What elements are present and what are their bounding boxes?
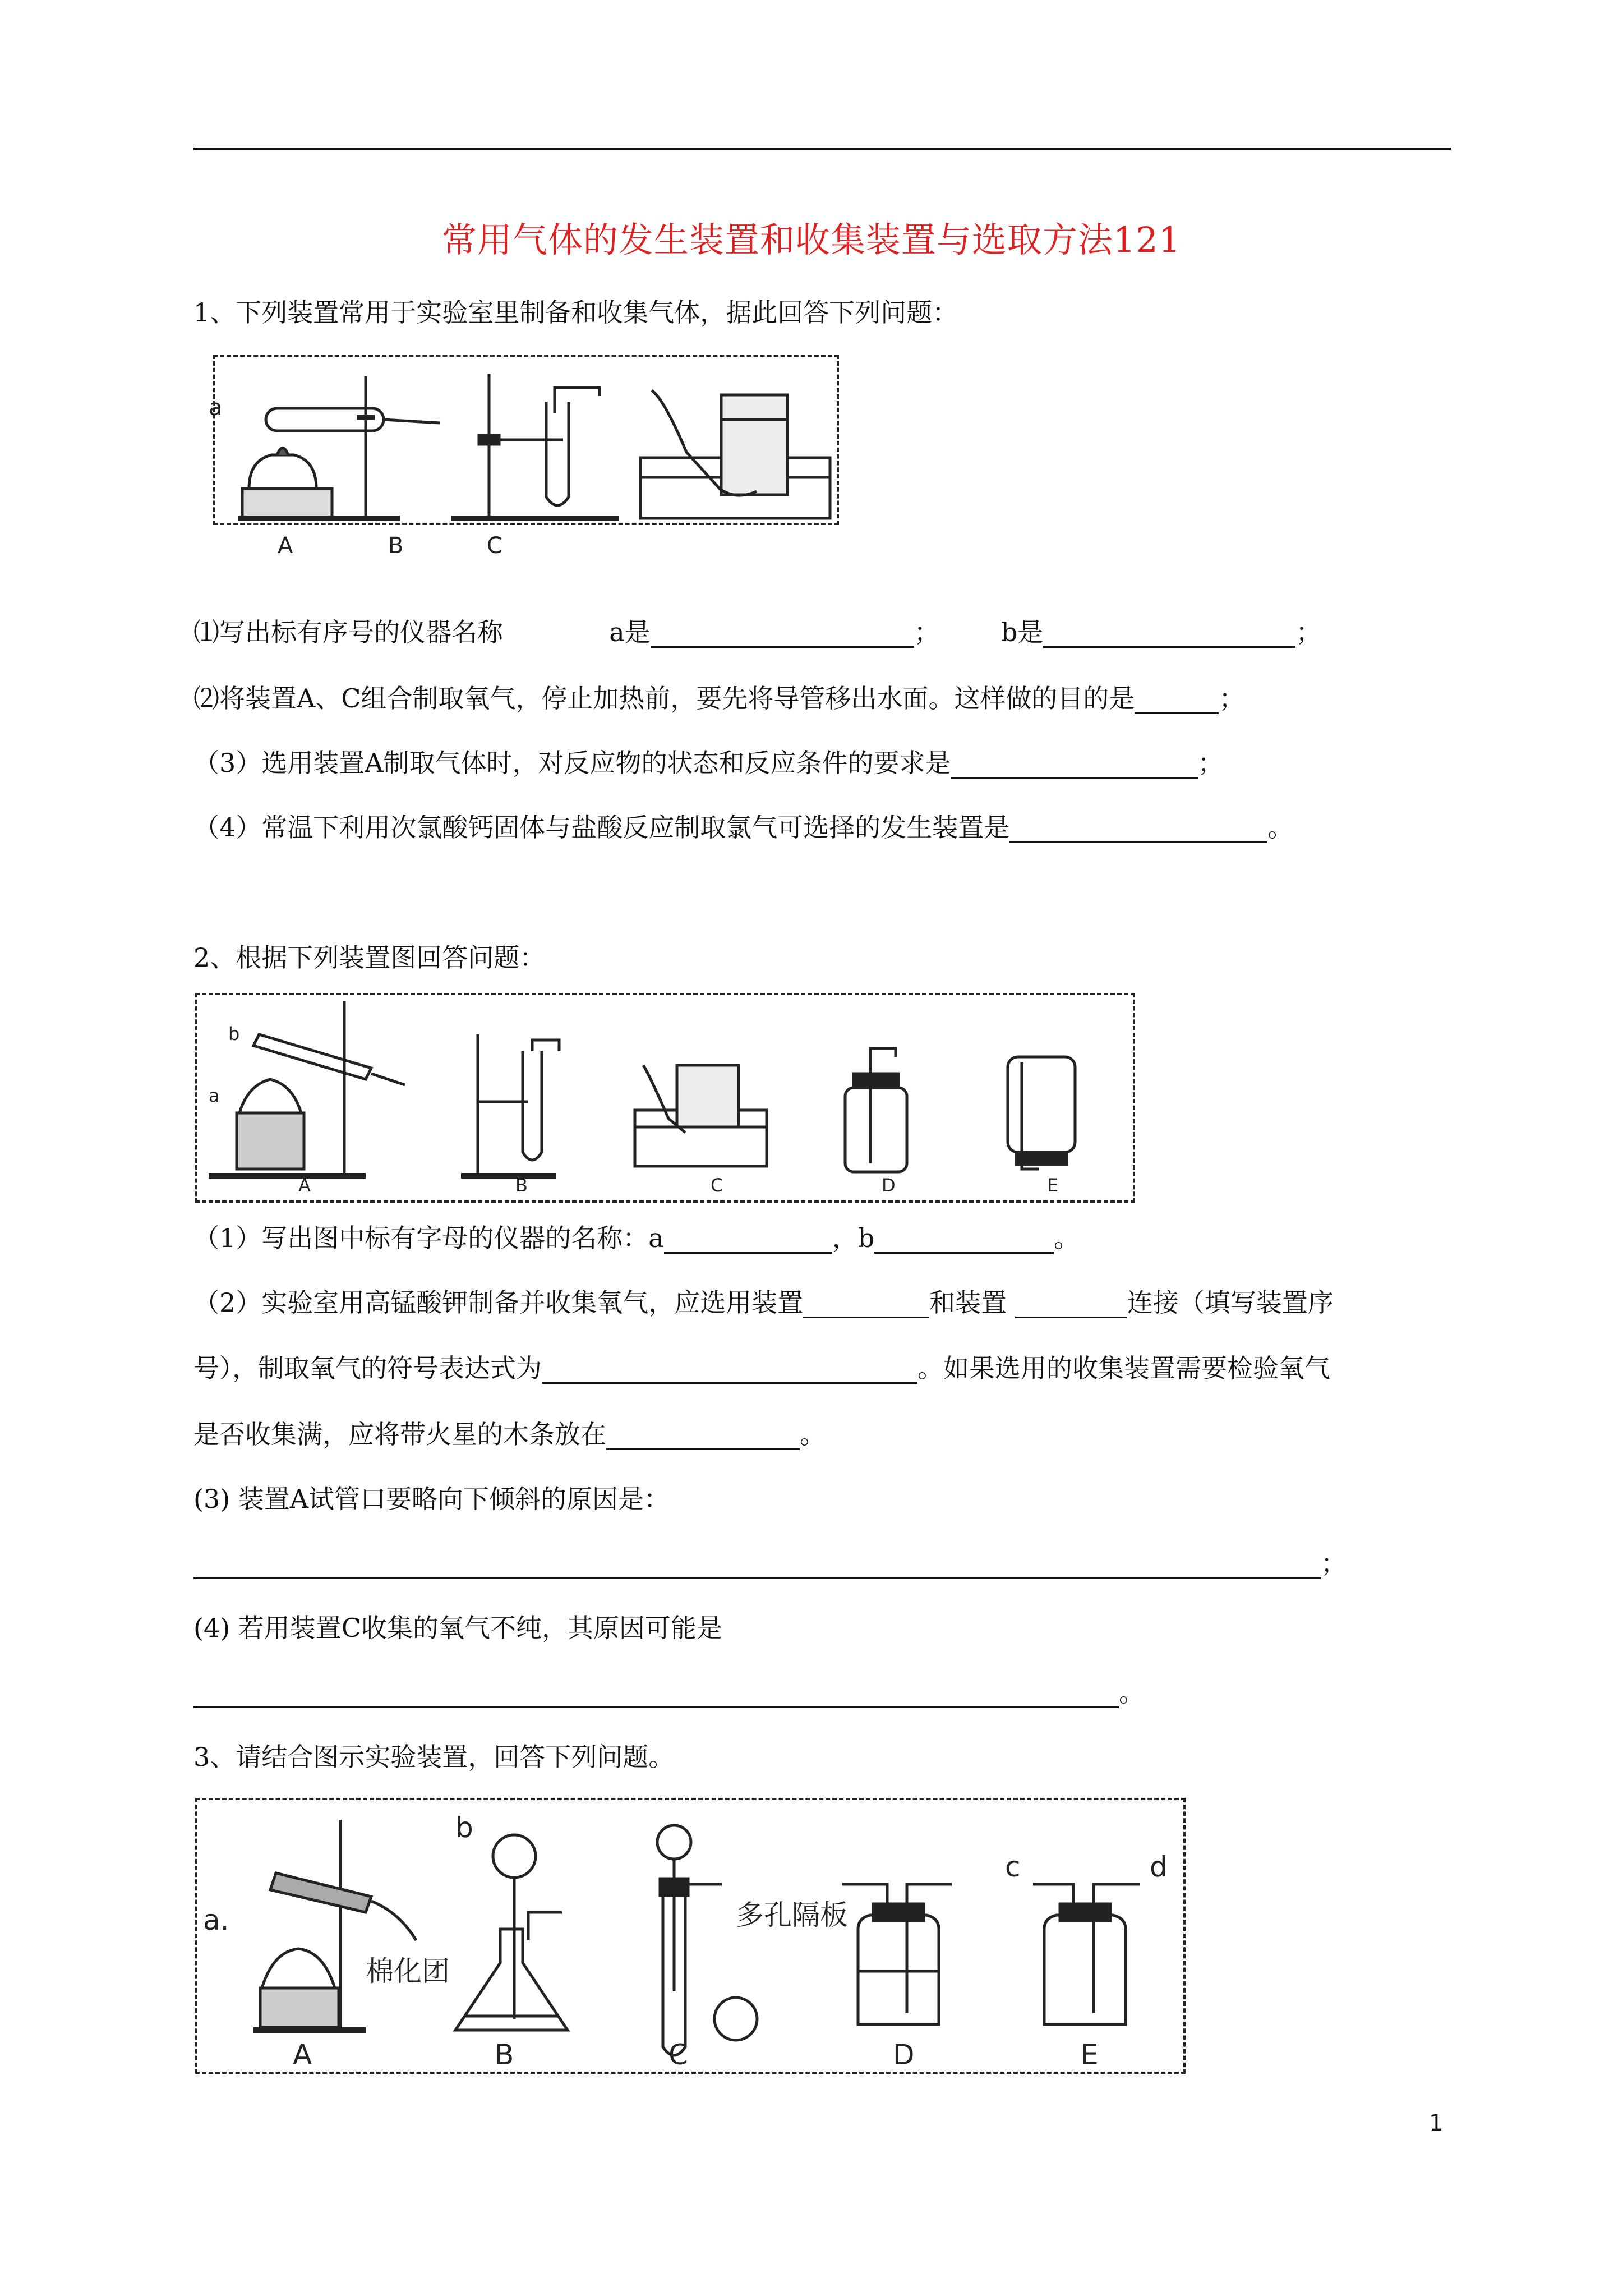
q3-label-A: A [293, 2039, 312, 2071]
q2-part1-end: 。 [1054, 1223, 1080, 1253]
q2-part2a-end: 连接（填写装置序 [1127, 1287, 1334, 1318]
q1-a-answer-blank[interactable] [651, 618, 914, 648]
q1-part1-b-label: b是 [1000, 617, 1044, 647]
q1-part4-answer-blank[interactable] [1009, 813, 1267, 843]
q3-label-a: a. [203, 1904, 229, 1936]
q1-part1-sep: ； [914, 617, 940, 647]
q1-label-B: B [388, 533, 404, 559]
q3-label-cotton: 棉化团 [366, 1955, 450, 1987]
q1-label-a: a [209, 395, 223, 421]
q2-label-E: E [1047, 1175, 1059, 1196]
q2-position-answer-blank[interactable] [606, 1420, 800, 1450]
q1-figure [209, 355, 839, 525]
q2-part2b-end: 。如果选用的收集装置需要检验氧气 [917, 1353, 1330, 1383]
q1-part2-end: ； [1219, 683, 1245, 714]
q3-apparatus-drawing [197, 1800, 1183, 2072]
q2-part4-answer-blank[interactable] [193, 1678, 1119, 1708]
q2-part2c-text: 是否收集满，应将带火星的木条放在 [193, 1419, 606, 1450]
q3-stem: 3、请结合图示实验装置，回答下列问题。 [193, 1742, 675, 1772]
q2-label-B: B [515, 1175, 528, 1196]
q1-label-C: C [487, 533, 502, 559]
q2-apparatus-drawing [197, 995, 1133, 1200]
q1-part3 [193, 748, 1224, 779]
q2-part3-answer-line [193, 1548, 1347, 1579]
q1-label-A: A [278, 533, 293, 559]
q2-part1-sep: ，b [832, 1223, 875, 1253]
q1-part4-end: 。 [1267, 812, 1294, 843]
page-number: 1 [1429, 2110, 1444, 2136]
q2-part4-end: 。 [1119, 1677, 1145, 1708]
q1-part1 [193, 617, 1321, 648]
q1-b-answer-blank[interactable] [1043, 618, 1295, 648]
q3-label-d: d [1150, 1851, 1168, 1883]
q2-stem: 2、根据下列装置图回答问题： [193, 942, 546, 973]
q2-label-a: a [209, 1085, 220, 1106]
q3-label-D: D [893, 2039, 915, 2071]
page-title: 常用气体的发生装置和收集装置与选取方法121 [441, 219, 1182, 260]
q2-part2a-text: （2）实验室用高锰酸钾制备并收集氧气，应选用装置 [193, 1287, 804, 1318]
q1-part1-a-label: a是 [609, 617, 651, 647]
q2-label-D: D [882, 1175, 896, 1196]
q1-part3-text: （3）选用装置A制取气体时，对反应物的状态和反应条件的要求是 [193, 748, 951, 778]
q2-part1 [193, 1223, 1080, 1254]
q1-part4-text: （4）常温下利用次氯酸钙固体与盐酸反应制取氯气可选择的发生装置是 [193, 812, 1010, 843]
q2-device1-answer-blank[interactable] [803, 1289, 929, 1318]
q1-part2 [193, 683, 1244, 714]
q1-part4 [193, 812, 1293, 843]
q2-label-A: A [298, 1175, 311, 1196]
q2-part3: (3) 装置A试管口要略向下倾斜的原因是： [193, 1484, 670, 1514]
q2-label-C: C [711, 1175, 723, 1196]
q3-figure [195, 1798, 1186, 2074]
q1-part1-end: ； [1295, 617, 1322, 647]
q2-part2c-end: 。 [800, 1419, 826, 1450]
q2-device2-answer-blank[interactable] [1015, 1289, 1127, 1318]
q2-part2a [193, 1287, 1334, 1318]
q2-equation-answer-blank[interactable] [542, 1354, 917, 1384]
q3-label-B: B [495, 2039, 514, 2071]
q2-part3-answer-blank[interactable] [193, 1549, 1321, 1579]
q1-part3-answer-blank[interactable] [951, 749, 1198, 779]
q2-part2b-text: 号），制取氧气的符号表达式为 [193, 1353, 542, 1383]
q2-part1-text: （1）写出图中标有字母的仪器的名称：a [193, 1223, 664, 1253]
q1-apparatus-drawing [215, 357, 837, 523]
q2-figure [195, 993, 1135, 1203]
q2-part2b [193, 1353, 1330, 1384]
q1-stem: 1、下列装置常用于实验室里制备和收集气体，据此回答下列问题： [193, 297, 958, 328]
q3-label-b: b [455, 1811, 473, 1844]
q2-label-b: b [228, 1023, 240, 1045]
q2-part4-answer-line [193, 1677, 1145, 1708]
q1-part2-answer-blank[interactable] [1135, 684, 1219, 714]
q1-part3-end: ； [1197, 748, 1224, 778]
q2-part2a-mid: 和装置 [929, 1287, 1007, 1318]
q2-a-answer-blank[interactable] [664, 1224, 832, 1254]
q1-part2-text: ⑵将装置A、C组合制取氧气，停止加热前，要先将导管移出水面。这样做的目的是 [193, 683, 1135, 714]
header-rule [193, 148, 1451, 150]
q3-label-E: E [1081, 2039, 1099, 2071]
q2-part3-end: ； [1321, 1548, 1347, 1579]
q2-b-answer-blank[interactable] [874, 1224, 1054, 1254]
q3-label-C: C [668, 2039, 688, 2071]
q3-label-plate: 多孔隔板 [736, 1899, 848, 1931]
q3-label-c: c [1005, 1851, 1021, 1883]
q1-part1-text: ⑴写出标有序号的仪器名称 [193, 617, 503, 647]
q2-part4: (4) 若用装置C收集的氧气不纯，其原因可能是 [193, 1613, 722, 1643]
q2-part2c [193, 1419, 826, 1450]
